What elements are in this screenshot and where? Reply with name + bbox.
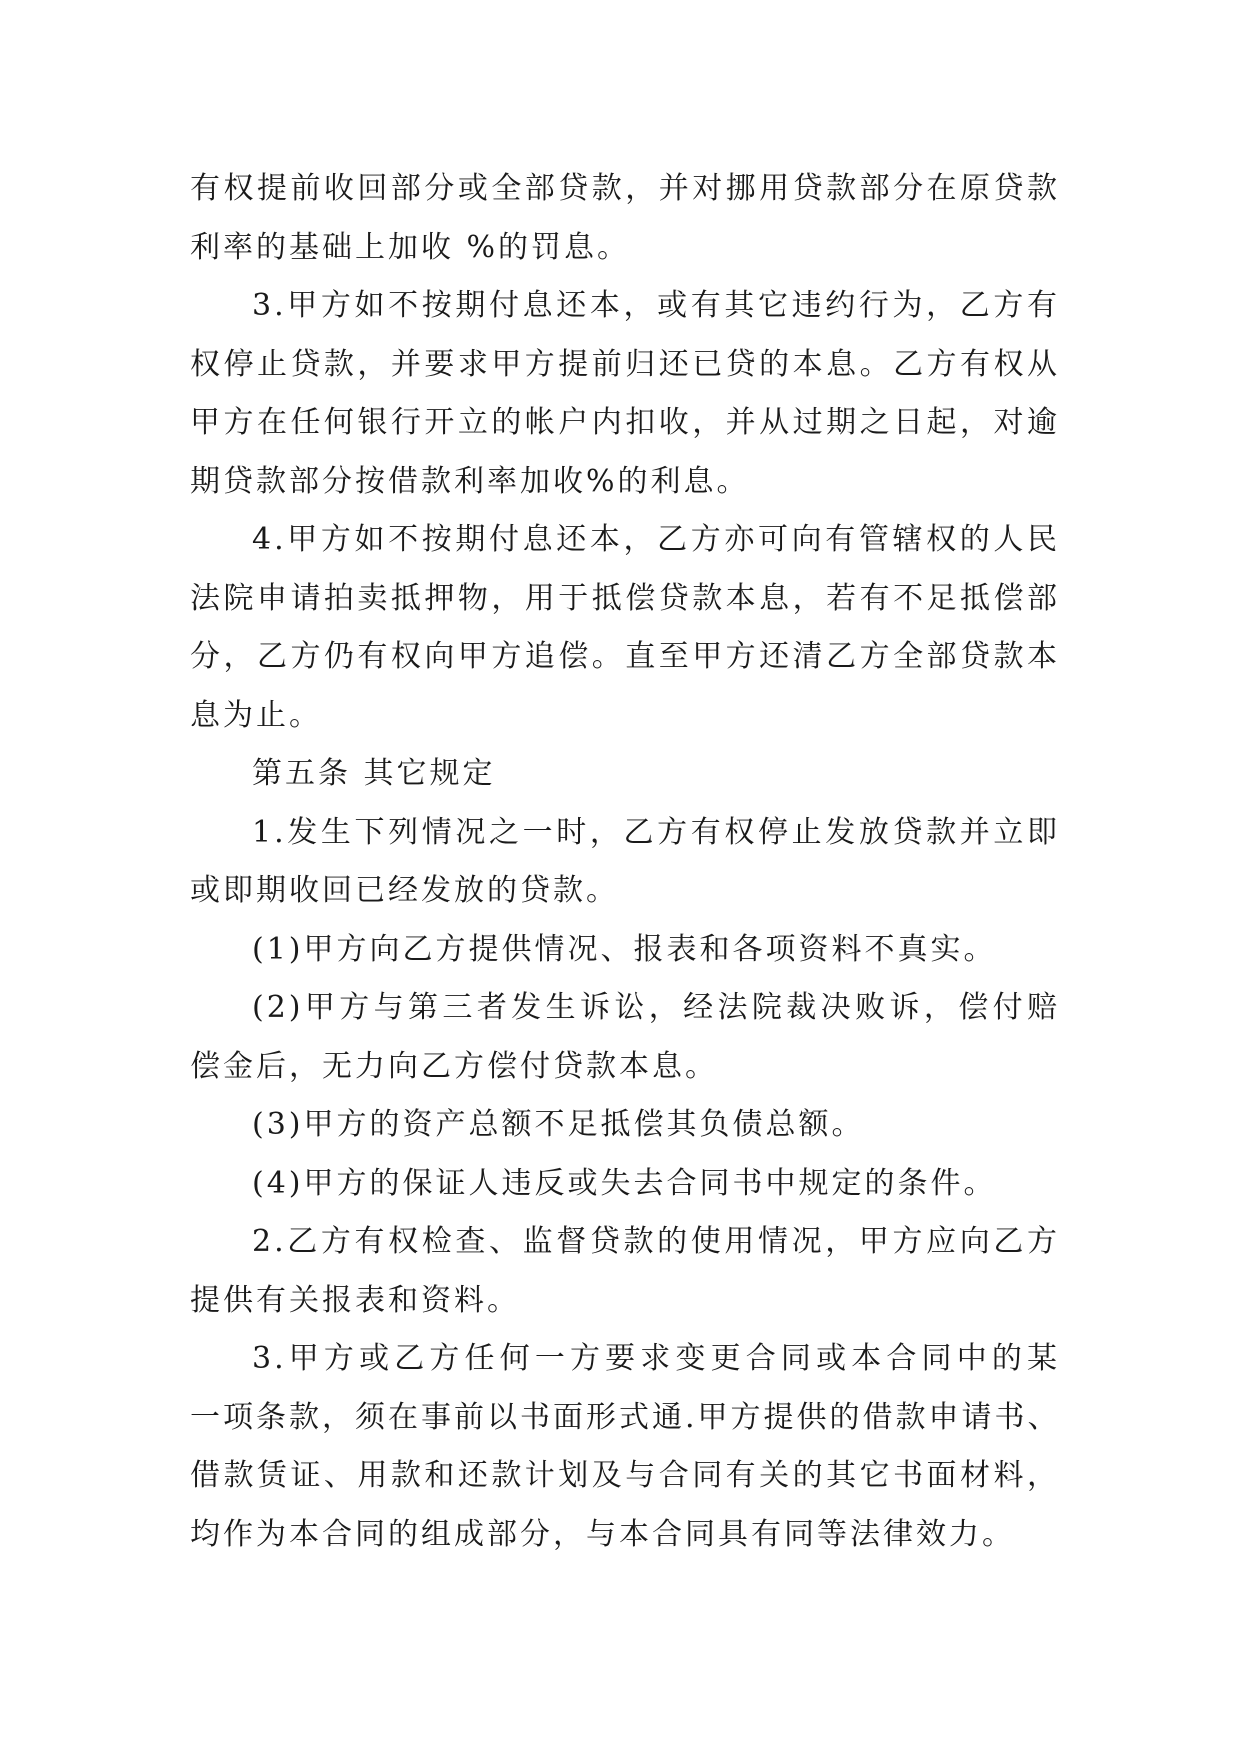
text-line: (1)甲方向乙方提供情况、报表和各项资料不真实。 (252, 931, 997, 967)
text-line: 借款赁证、用款和还款计划及与合同有关的其它书面材料， (190, 1458, 1060, 1493)
text-line: 3.甲方如不按期付息还本，或有其它违约行为，乙方有 (252, 288, 1060, 323)
text-line: (4)甲方的保证人违反或失去合同书中规定的条件。 (252, 1165, 997, 1201)
text-line: (3)甲方的资产总额不足抵偿其负债总额。 (252, 1107, 865, 1142)
document-body (190, 160, 1060, 1564)
text-line: 分，乙方仍有权向甲方追偿。直至甲方还清乙方全部贷款本 (190, 639, 1060, 674)
section-heading: 第五条 其它规定 (252, 756, 496, 791)
text-line: 偿金后，无力向乙方偿付贷款本息。 (190, 1048, 718, 1084)
text-line: (2)甲方与第三者发生诉讼，经法院裁决败诉，偿付赔 (252, 990, 1060, 1025)
text-line: 提供有关报表和资料。 (190, 1282, 520, 1318)
text-line: 法院申请拍卖抵押物，用于抵偿贷款本息，若有不足抵偿部 (190, 580, 1060, 616)
text-line: 期贷款部分按借款利率加收%的利息。 (190, 463, 750, 499)
text-line: 利率的基础上加收 %的罚息。 (190, 229, 631, 265)
text-line: 息为止。 (190, 697, 322, 733)
text-line: 或即期收回已经发放的贷款。 (190, 873, 619, 908)
text-line: 甲方在任何银行开立的帐户内扣收，并从过期之日起，对逾 (190, 405, 1060, 440)
text-line: 3.甲方或乙方任何一方要求变更合同或本合同中的某 (252, 1341, 1060, 1376)
text-line: 1.发生下列情况之一时，乙方有权停止发放贷款并立即 (252, 814, 1060, 850)
text-line: 均作为本合同的组成部分，与本合同具有同等法律效力。 (190, 1516, 1015, 1552)
text-line: 一项条款，须在事前以书面形式通.甲方提供的借款申请书、 (190, 1399, 1061, 1435)
text-line: 2.乙方有权检查、监督贷款的使用情况，甲方应向乙方 (252, 1224, 1060, 1259)
text-line: 有权提前收回部分或全部贷款，并对挪用贷款部分在原贷款 (190, 171, 1060, 206)
text-line: 4.甲方如不按期付息还本，乙方亦可向有管辖权的人民 (252, 522, 1060, 557)
text-line: 权停止贷款，并要求甲方提前归还已贷的本息。乙方有权从 (190, 346, 1060, 382)
